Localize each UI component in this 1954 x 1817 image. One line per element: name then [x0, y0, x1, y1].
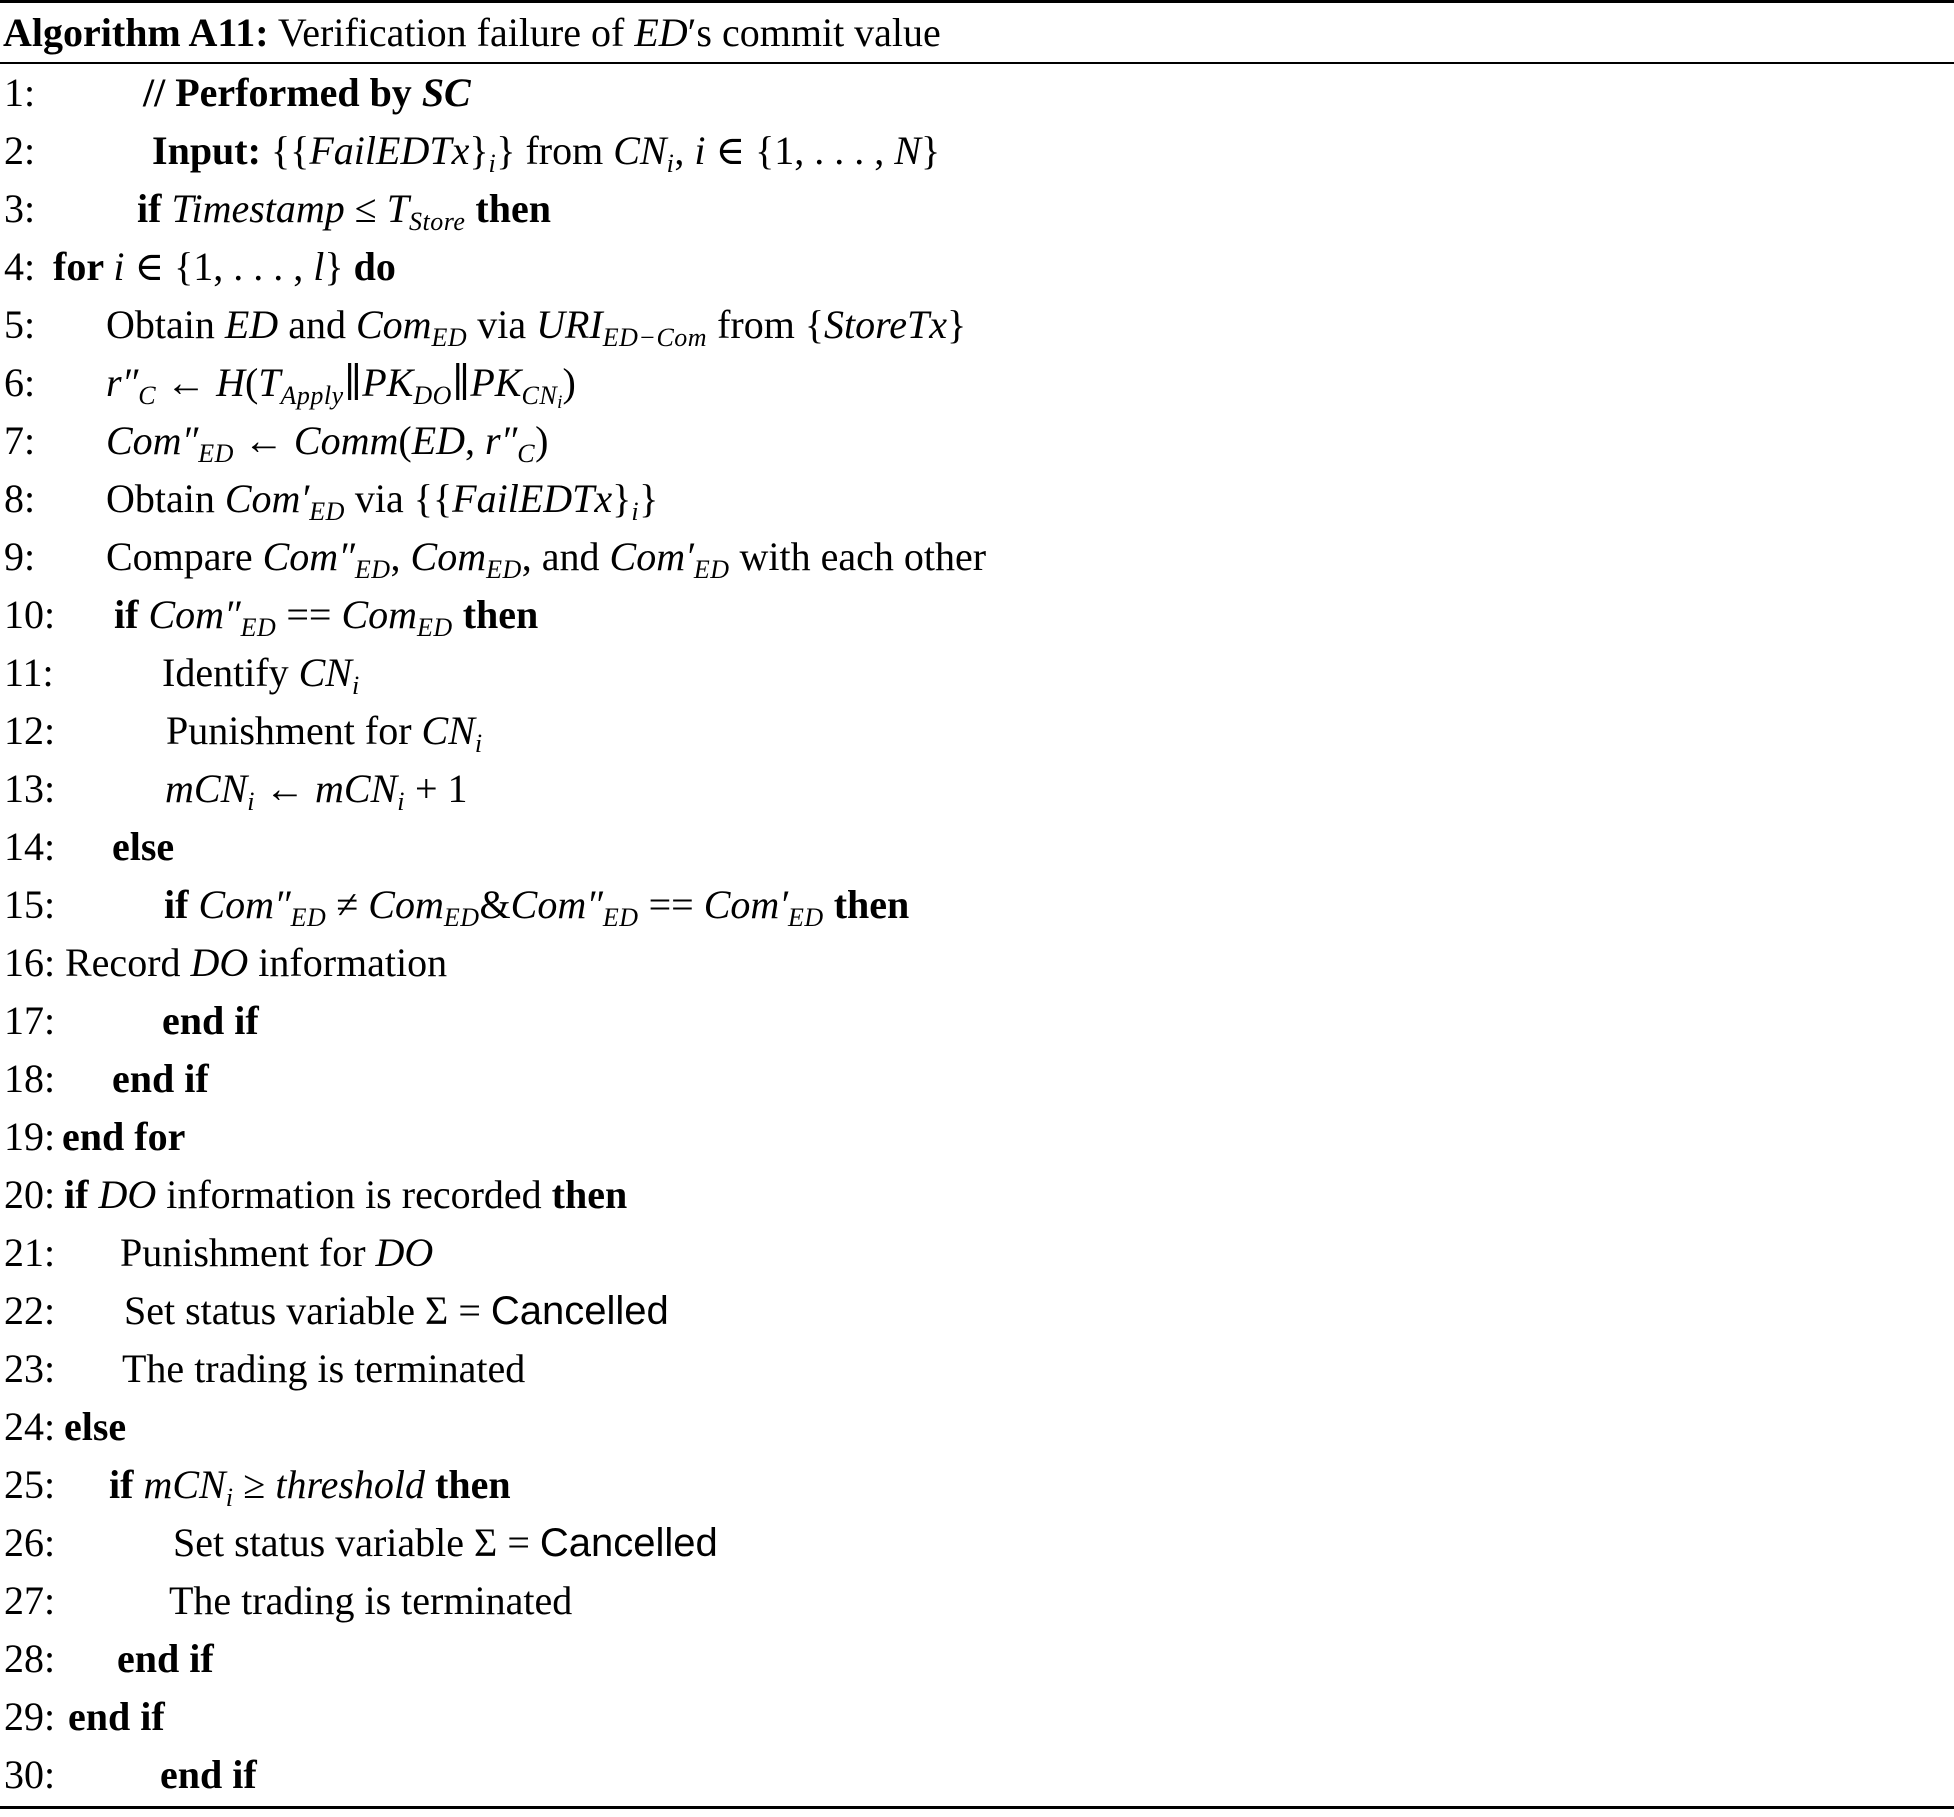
text-segment: threshold — [275, 1462, 426, 1507]
text-segment: StoreTx — [824, 302, 947, 347]
line-content — [64, 1166, 627, 1224]
algorithm-line — [2, 528, 1954, 586]
text-segment: ← — [254, 766, 315, 811]
text-segment: else — [112, 824, 175, 869]
text-segment: l — [313, 244, 325, 289]
line-number: 18: — [4, 1056, 56, 1101]
algorithm-line — [2, 64, 1954, 122]
line-number: 20: — [4, 1172, 56, 1217]
algorithm-line — [2, 1572, 1954, 1630]
text-segment: end if — [112, 1056, 209, 1101]
line-number: 9: — [4, 534, 36, 579]
text-segment: ED — [788, 903, 824, 932]
text-segment: PK — [362, 360, 414, 405]
line-number: 4: — [4, 244, 36, 289]
algorithm-line — [2, 1398, 1954, 1456]
line-number: 14: — [4, 824, 56, 869]
text-segment: ≠ — [326, 882, 369, 927]
text-segment: ( — [244, 360, 259, 405]
text-segment: Record — [65, 940, 191, 985]
algorithm-line — [2, 1108, 1954, 1166]
text-segment: {{ — [270, 128, 310, 173]
text-segment: T — [258, 360, 281, 405]
text-segment: if — [137, 186, 172, 231]
text-segment: C — [517, 439, 536, 468]
text-segment: CN — [421, 708, 475, 753]
text-segment: Com — [355, 302, 432, 347]
text-segment: do — [353, 244, 396, 289]
algorithm-line — [2, 354, 1954, 412]
algorithm-line — [2, 702, 1954, 760]
text-segment — [824, 882, 834, 927]
algorithm-line — [2, 1282, 1954, 1340]
text-segment: N — [894, 128, 921, 173]
line-number: 29: — [4, 1694, 56, 1739]
text-segment: Compare — [106, 534, 263, 579]
text-segment: Cancelled — [539, 1521, 718, 1565]
text-segment: == — [638, 882, 704, 927]
text-segment: FailEDTx — [309, 128, 470, 173]
line-number: 10: — [4, 592, 56, 637]
text-segment: ′s commit value — [687, 10, 941, 55]
line-number: 22: — [4, 1288, 56, 1333]
line-number: 6: — [4, 360, 36, 405]
text-segment: i — [225, 1483, 234, 1512]
bottom-rule — [0, 1806, 1954, 1809]
algorithm-line — [2, 470, 1954, 528]
text-segment: CN — [298, 650, 352, 695]
text-segment: mCN — [314, 766, 398, 811]
line-number: 2: — [4, 128, 36, 173]
text-segment: Com — [368, 882, 444, 927]
text-segment: ∥ — [451, 360, 471, 405]
text-segment: i — [113, 244, 125, 289]
text-segment: mCN — [143, 1462, 226, 1507]
text-segment: ED — [309, 497, 345, 526]
text-segment: ED — [224, 302, 279, 347]
algorithm-line — [2, 1630, 1954, 1688]
text-segment: Com″ — [510, 882, 603, 927]
algorithm-line — [2, 1746, 1954, 1804]
line-number: 1: — [4, 70, 36, 115]
text-segment: i — [351, 671, 360, 700]
text-segment: end if — [68, 1694, 165, 1739]
text-segment: ED — [431, 323, 468, 352]
text-segment: ED — [198, 439, 234, 468]
line-number: 15: — [4, 882, 56, 927]
text-segment: SC — [421, 70, 471, 115]
text-segment: i — [666, 149, 675, 178]
line-number: 11: — [4, 650, 54, 695]
line-number: 25: — [4, 1462, 56, 1507]
text-segment: via — [344, 476, 414, 521]
line-number: 17: — [4, 998, 56, 1043]
line-number: 19: — [4, 1114, 56, 1159]
text-segment: } — [946, 302, 967, 347]
algorithm-line — [2, 760, 1954, 818]
text-segment: Com″ — [106, 418, 199, 463]
algorithm-caption — [0, 3, 1954, 62]
text-segment: Store — [409, 207, 466, 236]
text-segment: Input: — [152, 128, 271, 173]
algorithm-line — [2, 644, 1954, 702]
text-segment: , — [390, 534, 411, 579]
text-segment: i — [474, 729, 483, 758]
line-number: 8: — [4, 476, 36, 521]
line-content — [112, 1050, 209, 1108]
text-segment: Cancelled — [490, 1289, 669, 1333]
text-segment: mCN — [165, 766, 248, 811]
algorithm-line — [2, 992, 1954, 1050]
algorithm-line — [2, 238, 1954, 296]
algorithm-line — [2, 1456, 1954, 1514]
text-segment: then — [462, 592, 539, 637]
text-segment: FailEDTx — [452, 476, 613, 521]
line-number: 21: — [4, 1230, 56, 1275]
text-segment: & — [479, 882, 511, 927]
algorithm-body — [0, 64, 1954, 1804]
line-content — [169, 1572, 572, 1630]
line-number: 16: — [4, 940, 56, 985]
text-segment: Obtain — [106, 476, 225, 521]
text-segment: end if — [162, 998, 259, 1043]
text-segment: ← — [156, 360, 217, 405]
line-content — [120, 1224, 433, 1282]
text-segment: via — [467, 302, 537, 347]
text-segment: Set status variable Σ = — [173, 1520, 540, 1565]
text-segment: , — [465, 418, 486, 463]
text-segment: Timestamp — [171, 186, 345, 231]
text-segment: for — [53, 244, 114, 289]
algorithm-line — [2, 1166, 1954, 1224]
line-content — [124, 1282, 669, 1340]
text-segment: ∥ — [343, 360, 363, 405]
text-segment: end if — [160, 1752, 257, 1797]
text-segment: from { — [707, 302, 825, 347]
algorithm-line — [2, 818, 1954, 876]
text-segment: DO — [190, 940, 249, 985]
line-number: 26: — [4, 1520, 56, 1565]
text-segment: ) — [562, 360, 576, 405]
text-segment: then — [833, 882, 910, 927]
algorithm-line — [2, 1688, 1954, 1746]
text-segment: } from — [496, 128, 614, 173]
text-segment: C — [138, 381, 157, 410]
line-content — [117, 1630, 214, 1688]
text-segment: Comm — [293, 418, 399, 463]
algorithm-line — [2, 1340, 1954, 1398]
text-segment: The trading is terminated — [122, 1346, 526, 1391]
text-segment: ED−Com — [602, 323, 708, 352]
text-segment: } — [324, 244, 354, 289]
line-content — [173, 1514, 718, 1572]
text-segment: then — [435, 1462, 511, 1507]
text-segment: , — [674, 128, 695, 173]
line-number: 23: — [4, 1346, 56, 1391]
line-number: 24: — [4, 1404, 56, 1449]
text-segment: ED — [290, 903, 327, 932]
line-content — [143, 64, 471, 122]
text-segment: if — [64, 1172, 99, 1217]
text-segment: Punishment for — [166, 708, 422, 753]
algorithm-line — [2, 122, 1954, 180]
text-segment: information — [248, 940, 448, 985]
text-segment: then — [475, 186, 551, 231]
line-content — [64, 1398, 126, 1456]
line-number: 30: — [4, 1752, 56, 1797]
text-segment: ED — [417, 613, 453, 642]
text-segment: DO — [98, 1172, 157, 1217]
algorithm-line — [2, 1514, 1954, 1572]
line-number: 12: — [4, 708, 56, 753]
text-segment: ≤ — [344, 186, 387, 231]
text-segment: and — [278, 302, 356, 347]
line-number: 13: — [4, 766, 56, 811]
line-content — [160, 1746, 257, 1804]
text-segment: {{ — [413, 476, 453, 521]
text-segment: i — [397, 787, 405, 816]
line-number: 5: — [4, 302, 36, 347]
text-segment: ED — [443, 903, 480, 932]
text-segment: CN — [521, 381, 558, 410]
text-segment: ED — [602, 903, 639, 932]
line-content — [65, 934, 447, 992]
text-segment: if — [109, 1462, 144, 1507]
algorithm-line — [2, 1050, 1954, 1108]
text-segment: Com″ — [198, 882, 291, 927]
algorithm-line — [2, 296, 1954, 354]
text-segment: Com″ — [262, 534, 355, 579]
text-segment: ED — [354, 555, 391, 584]
text-segment: Identify — [162, 650, 299, 695]
text-segment: Com′ — [609, 534, 694, 579]
text-segment: ( — [398, 418, 412, 463]
text-segment: ← — [233, 418, 294, 463]
text-segment: T — [386, 186, 409, 231]
text-segment: ∈ {1, . . . , — [124, 244, 314, 289]
text-segment: , and — [521, 534, 610, 579]
algorithm-line — [2, 1224, 1954, 1282]
text-segment: Com″ — [148, 592, 241, 637]
algorithm-line — [2, 934, 1954, 992]
text-segment: r″ — [106, 360, 139, 405]
text-segment: Apply — [280, 381, 344, 410]
text-segment: end if — [117, 1636, 214, 1681]
text-segment: ED — [634, 10, 688, 55]
text-segment: Com′ — [224, 476, 310, 521]
text-segment: Punishment for — [120, 1230, 376, 1275]
text-segment: H — [216, 360, 245, 405]
algorithm-line — [2, 180, 1954, 238]
text-segment: ED — [411, 418, 466, 463]
text-segment: Com — [410, 534, 487, 579]
algorithm-line — [2, 876, 1954, 934]
text-segment: ED — [693, 555, 730, 584]
text-segment: ≥ — [233, 1462, 276, 1507]
text-segment: Set status variable Σ = — [124, 1288, 491, 1333]
text-segment: Obtain — [106, 302, 225, 347]
text-segment: Verification failure of — [268, 10, 635, 55]
text-segment: i — [631, 497, 640, 526]
text-segment: ED — [240, 613, 277, 642]
line-content — [62, 1108, 185, 1166]
text-segment: URI — [536, 302, 603, 347]
text-segment — [453, 592, 463, 637]
text-segment: DO — [413, 381, 452, 410]
line-number: 3: — [4, 186, 36, 231]
text-segment: else — [64, 1404, 127, 1449]
text-segment: DO — [375, 1230, 434, 1275]
text-segment: end for — [62, 1114, 186, 1159]
text-segment: ) — [535, 418, 549, 463]
line-number: 28: — [4, 1636, 56, 1681]
line-number: 27: — [4, 1578, 56, 1623]
text-segment: i — [694, 128, 706, 173]
text-segment: } — [612, 476, 632, 521]
text-segment: with each other — [729, 534, 987, 579]
line-content — [162, 992, 259, 1050]
text-segment: if — [164, 882, 199, 927]
text-segment: information is recorded — [156, 1172, 552, 1217]
line-number: 7: — [4, 418, 36, 463]
text-segment: r″ — [485, 418, 518, 463]
text-segment: // Performed by — [143, 70, 422, 115]
text-segment: i — [488, 149, 497, 178]
text-segment: } — [469, 128, 489, 173]
text-segment: Com — [341, 592, 418, 637]
algorithm-line — [2, 586, 1954, 644]
text-segment: Com′ — [703, 882, 789, 927]
text-segment: == — [276, 592, 342, 637]
text-segment: } — [920, 128, 941, 173]
text-segment: i — [247, 787, 255, 816]
text-segment: ED — [486, 555, 522, 584]
text-segment — [425, 1462, 435, 1507]
line-content — [112, 818, 174, 876]
text-segment: + 1 — [404, 766, 468, 811]
algorithm-line — [2, 412, 1954, 470]
text-segment: CN — [613, 128, 667, 173]
line-content — [122, 1340, 525, 1398]
line-content — [68, 1688, 165, 1746]
text-segment: if — [114, 592, 149, 637]
text-segment: Algorithm A11: — [3, 10, 269, 55]
line-content — [53, 238, 396, 296]
text-segment: then — [551, 1172, 628, 1217]
text-segment: ∈ {1, . . . , — [705, 128, 895, 173]
text-segment — [465, 186, 475, 231]
text-segment: The trading is terminated — [169, 1578, 573, 1623]
text-segment: PK — [470, 360, 522, 405]
text-segment: } — [639, 476, 659, 521]
text-segment: i — [557, 392, 563, 413]
